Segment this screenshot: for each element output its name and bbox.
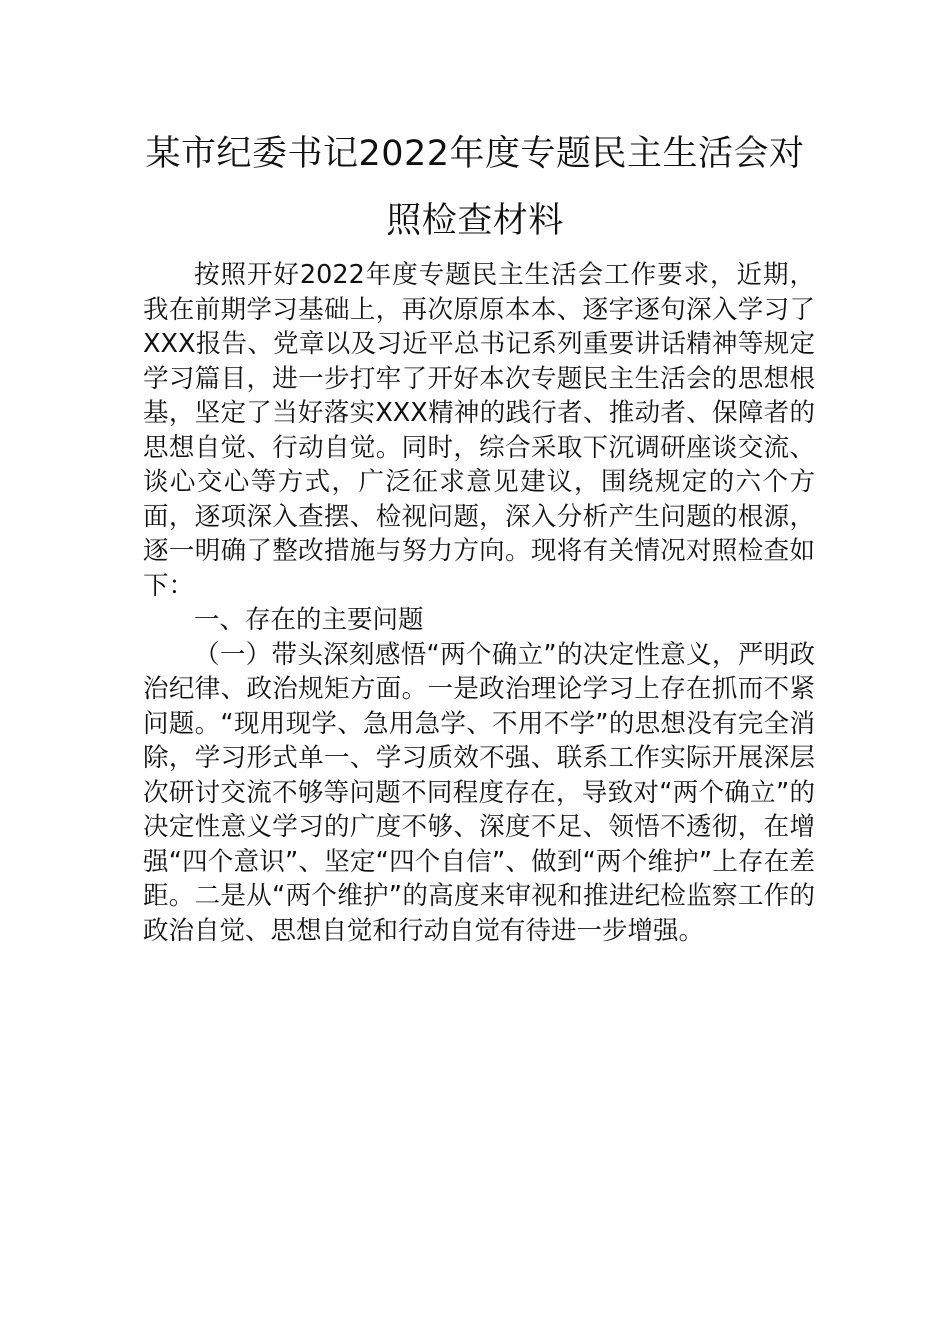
subsection-paragraph: （一）带头深刻感悟“两个确立”的决定性意义，严明政治纪律、政治规矩方面。一是政治理论学习上存在抓而不紧问题。“现用现学、急用急学、不用不学”的思想没有完全消除，学习形式单一、学习质效不强、联系工作实际开展深层次研讨交流不够等问题不同程度存在，导致对“两个确立”的决定性意义学习的广度不够、深度不足、领悟不透彻，在增强“四个意识”、坚定“四个自信”、做到“两个维护”上存在差距。二是从“两个维护”的高度来审视和推进纪检监察工作的政治自觉、思想自觉和行动自觉有待进一步增强。 bbox=[143, 639, 815, 946]
section-heading: 一、存在的主要问题 bbox=[194, 605, 424, 635]
document-title-line-2: 照检查材料 bbox=[386, 201, 564, 241]
document-body bbox=[143, 258, 815, 948]
document-title-line-1: 某市纪委书记2022年度专题民主生活会对 bbox=[145, 134, 805, 174]
intro-paragraph: 按照开好2022年度专题民主生活会工作要求，近期，我在前期学习基础上，再次原原本本、逐字逐句深入学习了XXX报告、党章以及习近平总书记系列重要讲话精神等规定学习篇目，进一步打牢了开好本次专题民主生活会的思想根基，坚定了当好落实XXX精神的践行者、推动者、保障者的思想自觉、行动自觉。同时，综合采取下沉调研座谈交流、谈心交心等方式，广泛征求意见建议，围绕规定的六个方面，逐项深入查摆、检视问题，深入分析产生问题的根源，逐一明确了整改措施与努力方向。现将有关情况对照检查如下： bbox=[143, 260, 815, 601]
